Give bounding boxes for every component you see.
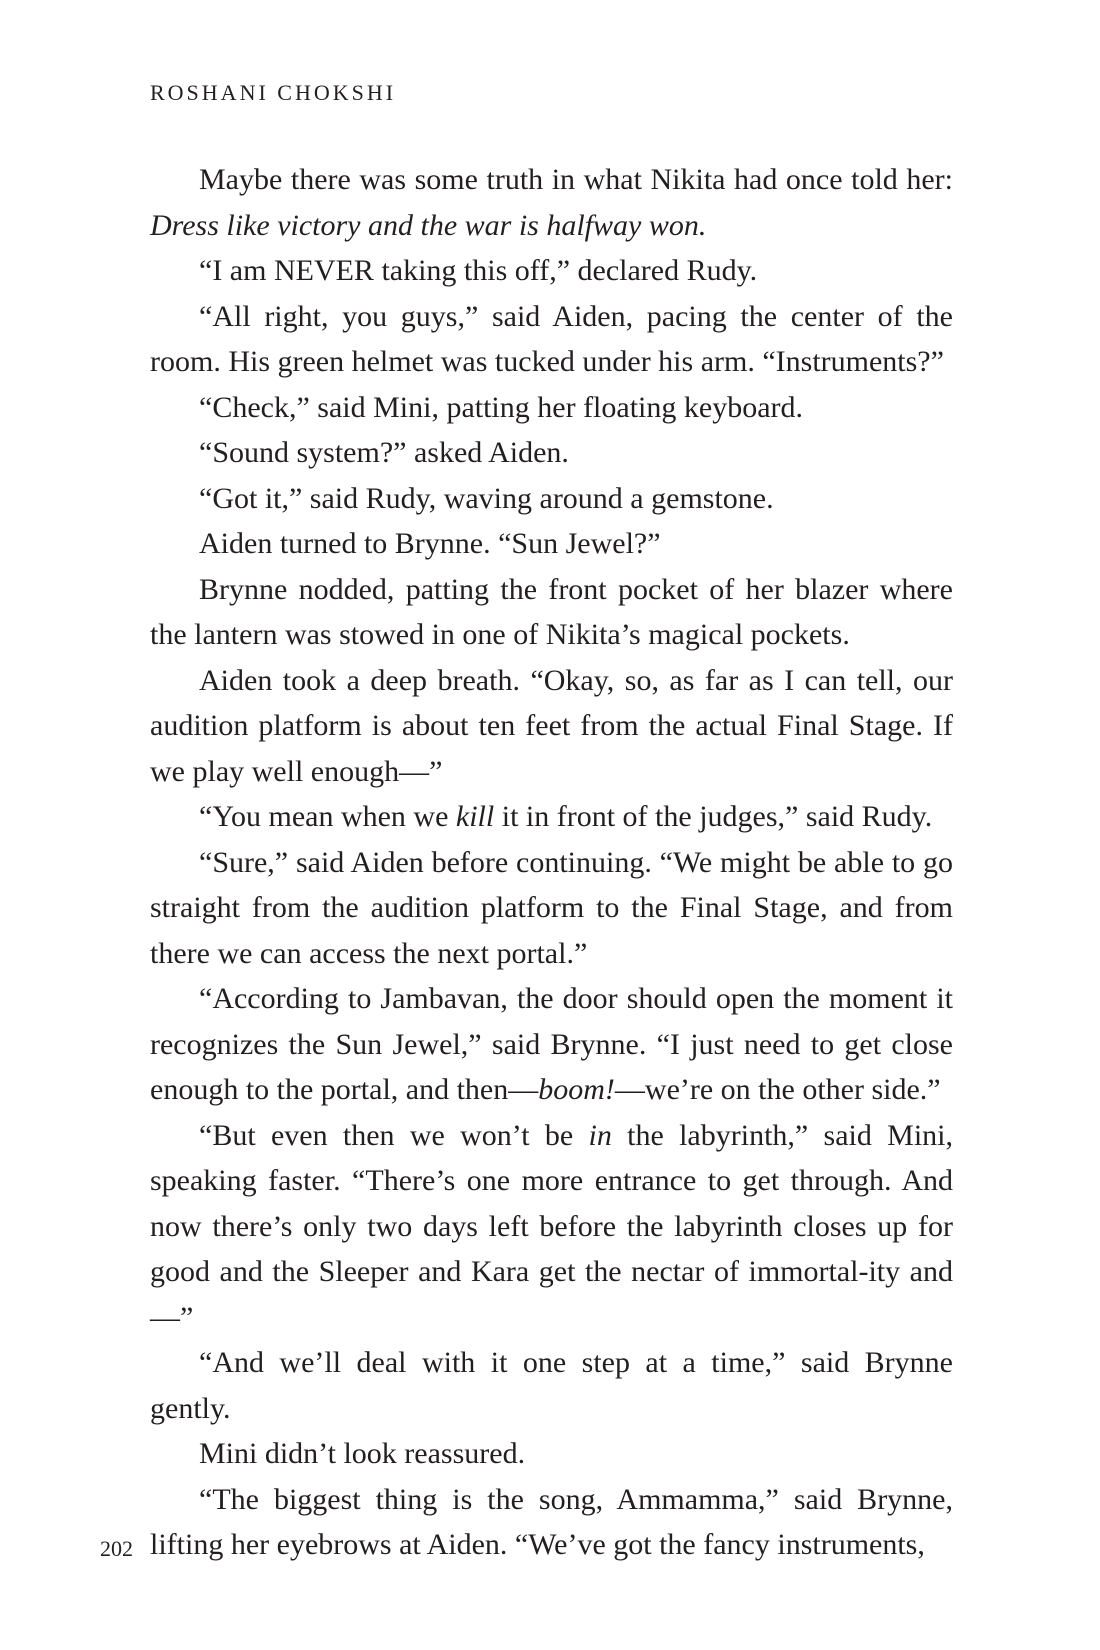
text-run: —we’re on the other side.” xyxy=(614,1073,941,1106)
paragraph xyxy=(150,1340,953,1431)
text-run: “All right, you guys,” said Aiden, pacing the center of the room. His green helmet was tucked under his arm. “Instruments?” xyxy=(150,299,953,378)
text-run: it in front of the judges,” said Rudy. xyxy=(494,800,933,833)
text-run: “You mean when we xyxy=(199,800,456,833)
text-run: “Got it,” said Rudy, waving around a gemstone. xyxy=(199,481,774,515)
text-run: “According to Jambavan, the door should open the moment it recognizes the Sun Jewel,” said Brynne. “I just need to get close enough to the portal, and then— xyxy=(150,982,953,1106)
text-run: “I am NEVER taking this off,” declared Rudy. xyxy=(199,254,758,287)
text-run: Brynne nodded, patting the front pocket of her blazer where the lantern was stowed in one of Nikita’s magical pockets. xyxy=(150,572,953,651)
text-run: Mini didn’t look reassured. xyxy=(199,1437,526,1470)
text-run: Aiden took a deep breath. “Okay, so, as far as I can tell, our audition platform is about ten feet from the actual Final Stage. If we play well enough—” xyxy=(150,663,953,788)
text-run: Aiden turned to Brynne. “Sun Jewel?” xyxy=(199,527,661,560)
italic-text: kill xyxy=(455,800,495,833)
text-run: the labyrinth,” said Mini, speaking faster. “There’s one more entrance to get through. And now there’s only two days left before the labyrinth closes up for good and the Sleeper and Kara get the nectar of immortal-ity and—” xyxy=(150,1118,953,1334)
paragraph xyxy=(150,794,953,840)
italic-text: in xyxy=(588,1118,612,1152)
page-number: 202 xyxy=(100,1536,133,1561)
italic-text: Dress like victory and the war is halfway won. xyxy=(150,208,707,242)
body-text xyxy=(150,157,953,1568)
paragraph xyxy=(150,157,953,248)
text-run: “Sure,” said Aiden before continuing. “We might be able to go straight from the audition platform to the Final Stage, and from there we can access the next portal.” xyxy=(150,845,953,970)
text-run: “But even then we won’t be xyxy=(199,1118,589,1152)
paragraph xyxy=(150,1477,953,1568)
paragraph xyxy=(150,1431,953,1477)
text-run: Maybe there was some truth in what Nikita had once told her: xyxy=(199,163,953,196)
paragraph xyxy=(150,521,953,567)
paragraph xyxy=(150,430,953,476)
text-run: “Sound system?” asked Aiden. xyxy=(199,436,569,469)
paragraph xyxy=(150,567,953,658)
text-run: “The biggest thing is the song, Ammamma,” said Brynne, lifting her eyebrows at Aiden. “We’ve got the fancy instruments, xyxy=(150,1482,953,1561)
paragraph xyxy=(150,476,953,522)
paragraph xyxy=(150,976,953,1113)
paragraph xyxy=(150,840,953,977)
text-run: “And we’ll deal with it one step at a time,” said Brynne gently. xyxy=(150,1346,953,1425)
italic-text: boom! xyxy=(538,1073,615,1106)
paragraph xyxy=(150,1113,953,1341)
paragraph xyxy=(150,248,953,294)
paragraph xyxy=(150,658,953,795)
paragraph xyxy=(150,294,953,385)
paragraph xyxy=(150,385,953,431)
text-run: “Check,” said Mini, patting her floating keyboard. xyxy=(199,390,803,424)
running-head: ROSHANI CHOKSHI xyxy=(150,80,397,105)
